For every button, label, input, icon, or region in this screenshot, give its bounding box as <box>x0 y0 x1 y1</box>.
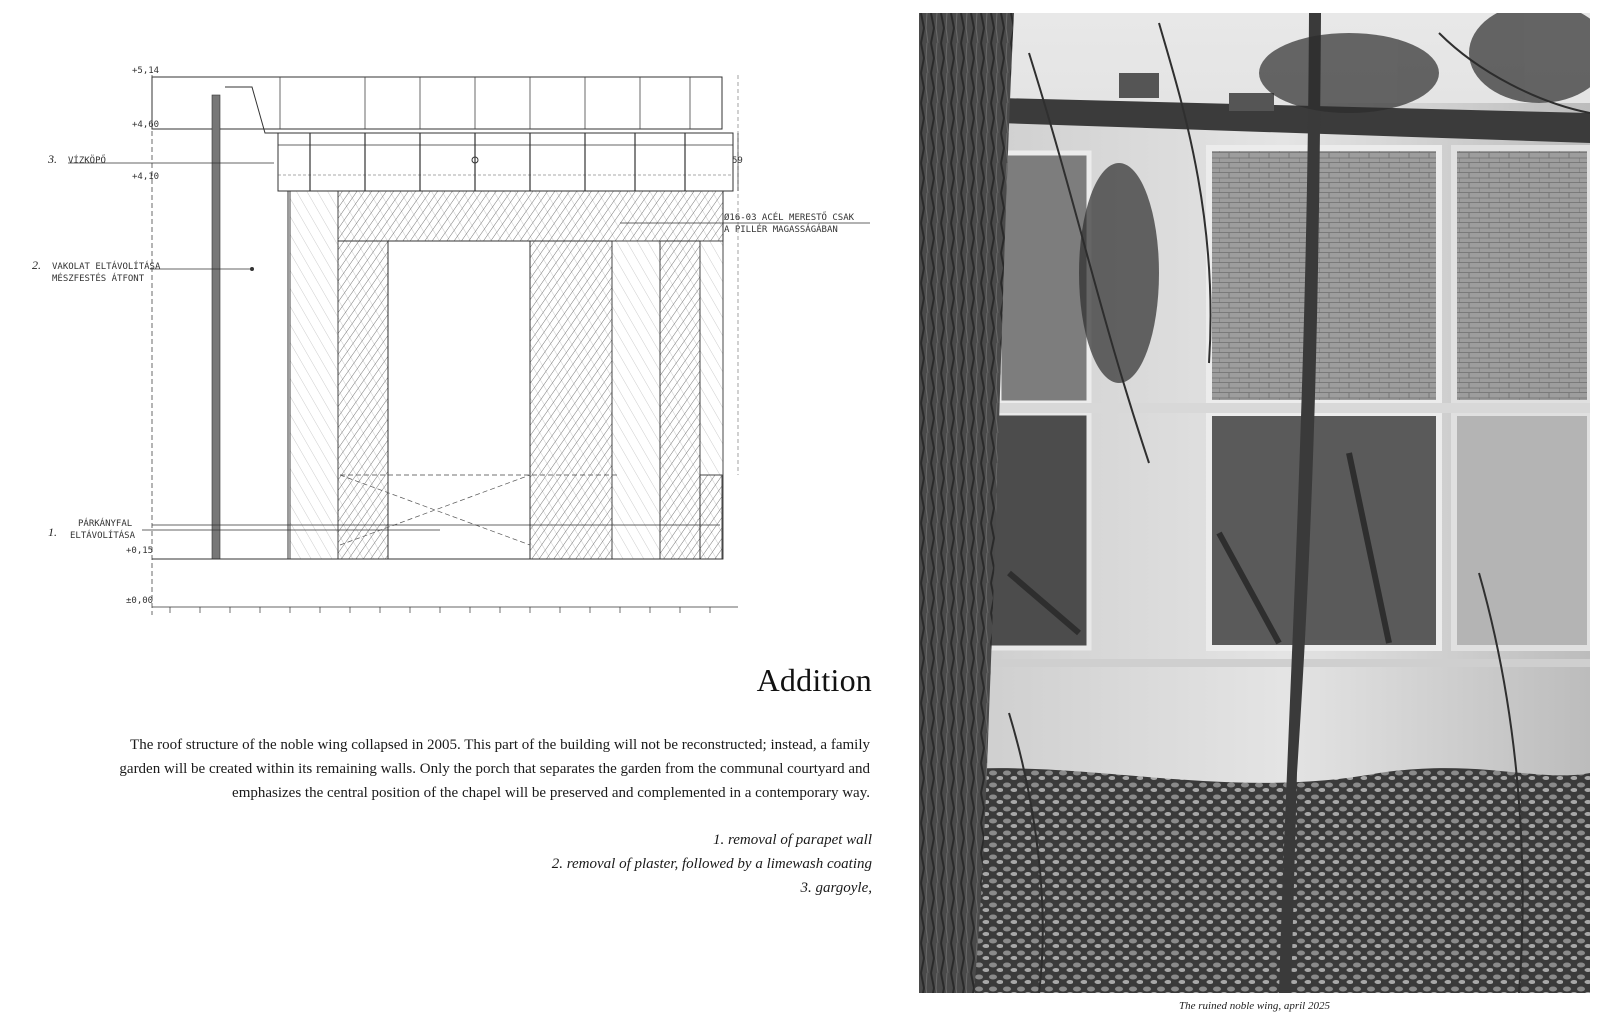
photo-caption: The ruined noble wing, april 2025 <box>1179 1000 1330 1012</box>
ruin-photo <box>919 13 1590 993</box>
annotation-text: PÁRKÁNYFAL <box>78 519 133 529</box>
level-label: +4,10 <box>132 172 160 182</box>
section-heading: Addition <box>756 662 872 698</box>
body-paragraph: The roof structure of the noble wing collapsed in 2005. This part of the building will not be reconstructed; instead, a family garden will be created within its remaining walls. Only the porch that separates the garden from the communal courtyard and emphasizes the central position of the chapel will be preserved and complemented in a contemporary way. <box>119 737 870 801</box>
annotation-number: 3. <box>48 152 57 166</box>
annotation-text: VÍZKÖPŐ <box>68 156 106 166</box>
level-label: +4,60 <box>132 120 160 130</box>
elevation-sketch <box>20 55 890 635</box>
note-item: 1. removal of parapet wall <box>712 832 872 848</box>
steel-note: A PILLÉR MAGASSÁGÁBAN <box>724 225 838 235</box>
annotation-text: MÉSZFESTÉS ÁTFONT <box>52 274 145 284</box>
dimension-label: 59 <box>732 156 743 166</box>
annotation-text: VAKOLAT ELTÁVOLÍTÁSA <box>52 262 161 272</box>
steel-note: Ø16-03 ACÉL MERESTŐ CSAK <box>724 213 855 223</box>
level-label: ±0,00 <box>126 596 154 606</box>
note-item: 2. removal of plaster, followed by a limewash coating <box>551 856 872 872</box>
level-label: +5,14 <box>132 66 160 76</box>
annotation-number: 2. <box>32 258 41 272</box>
notes-list <box>552 828 872 900</box>
note-item: 3. gargoyle, <box>800 880 872 896</box>
annotation-text: ELTÁVOLÍTÁSA <box>70 531 136 541</box>
level-label: +0,15 <box>126 546 154 556</box>
annotation-number: 1. <box>48 525 57 539</box>
